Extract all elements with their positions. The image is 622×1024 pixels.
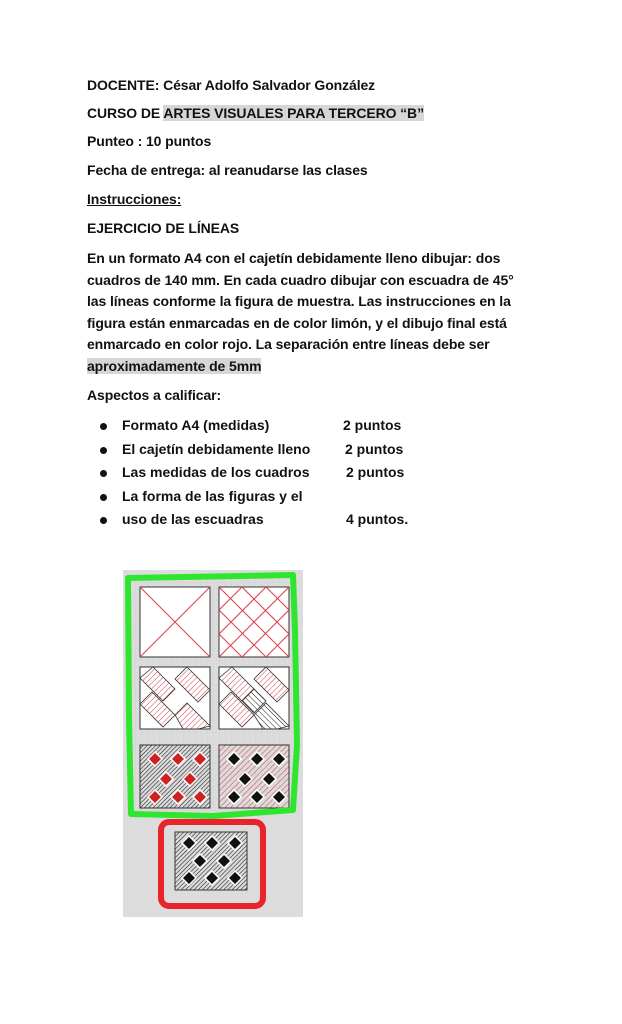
aspecto-text: La forma de las figuras y el bbox=[122, 487, 303, 504]
bullet-icon bbox=[100, 423, 107, 430]
aspecto-points: 4 puntos. bbox=[346, 511, 409, 527]
square-3 bbox=[140, 667, 210, 729]
aspecto-text: Las medidas de los cuadros bbox=[122, 464, 310, 480]
aspectos-title: Aspectos a calificar: bbox=[87, 387, 222, 403]
sample-figure-svg bbox=[123, 570, 303, 917]
curso-highlight: ARTES VISUALES PARA TERCERO “B” bbox=[163, 105, 424, 121]
bullet-icon bbox=[100, 447, 107, 454]
paragraph-line: En un formato A4 con el cajetín debidamente lleno dibujar: dos bbox=[87, 250, 501, 266]
bullet-icon bbox=[100, 470, 107, 477]
paragraph-highlight: aproximadamente de 5mm bbox=[87, 357, 262, 374]
paragraph-line: figura están enmarcadas en de color limón, y el dibujo final está bbox=[87, 314, 507, 331]
square-1 bbox=[140, 587, 210, 657]
aspecto-text: El cajetín debidamente lleno bbox=[122, 440, 311, 457]
paragraph-line: cuadros de 140 mm. En cada cuadro dibujar con escuadra de 45° bbox=[87, 271, 514, 288]
sample-figure-photo bbox=[123, 570, 303, 917]
docente-line: DOCENTE: César Adolfo Salvador González bbox=[87, 77, 376, 93]
aspecto-text: Formato A4 (medidas) bbox=[122, 417, 270, 433]
bullet-icon bbox=[100, 494, 107, 501]
final-drawing bbox=[175, 832, 247, 890]
instrucciones-heading: Instrucciones: bbox=[87, 191, 182, 207]
ejercicio-heading: EJERCICIO DE LÍNEAS bbox=[87, 220, 240, 236]
paragraph-line: las líneas conforme la figura de muestra. Las instrucciones en la bbox=[87, 293, 511, 309]
square-6 bbox=[219, 745, 289, 808]
instructions-paragraph bbox=[87, 248, 547, 377]
aspecto-points: 2 puntos bbox=[345, 440, 404, 457]
bullet-icon bbox=[100, 517, 107, 524]
punteo-line: Punteo : 10 puntos bbox=[87, 133, 212, 149]
square-4 bbox=[219, 667, 289, 729]
paragraph-line: enmarcado en color rojo. La separación entre líneas debe ser bbox=[87, 336, 490, 352]
aspecto-points: 2 puntos bbox=[346, 464, 405, 480]
square-2 bbox=[219, 587, 289, 657]
square-5 bbox=[140, 745, 210, 808]
aspecto-text: uso de las escuadras bbox=[122, 511, 264, 527]
fecha-line: Fecha de entrega: al reanudarse las clases bbox=[87, 162, 368, 178]
curso-prefix: CURSO DE bbox=[87, 105, 164, 121]
curso-line bbox=[87, 105, 424, 121]
aspecto-points: 2 puntos bbox=[343, 417, 402, 433]
